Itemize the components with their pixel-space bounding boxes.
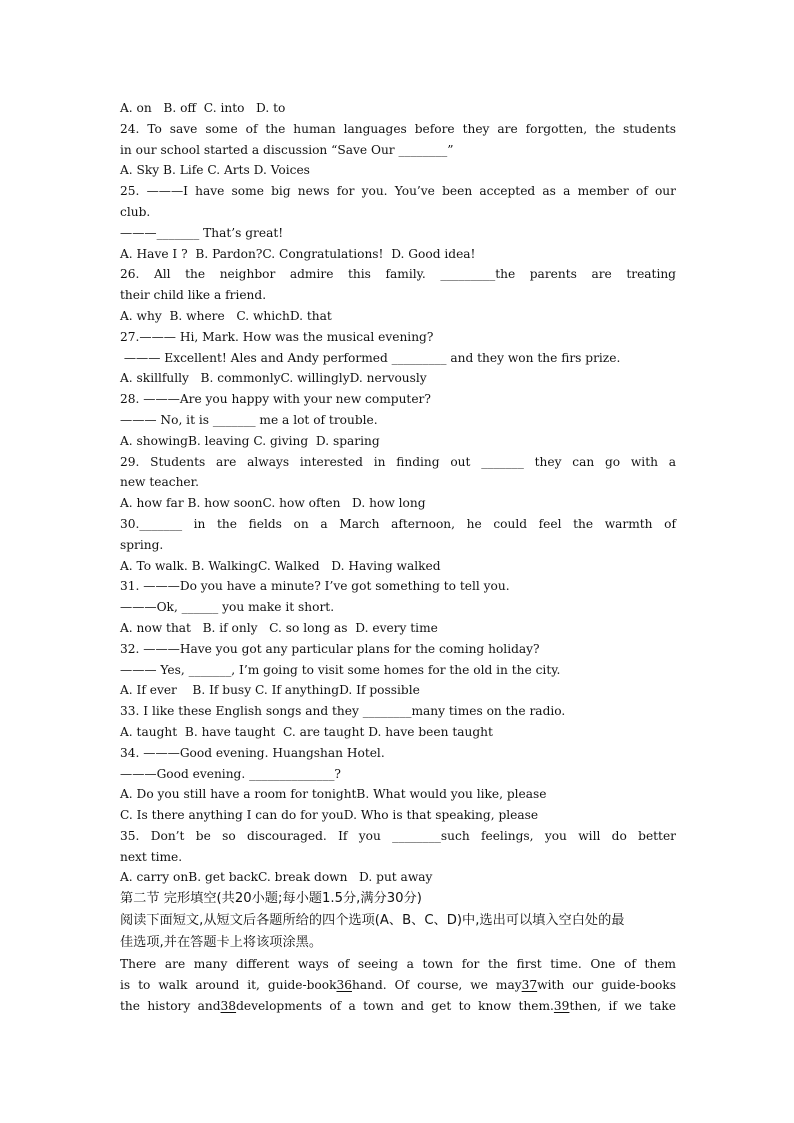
text-line: A. carry onB. get backC. break down D. put away	[120, 870, 433, 885]
text-line: next time.	[120, 849, 183, 864]
blank-number: 39	[553, 998, 570, 1013]
text-line: ——— Yes, _______, I’m going to visit some homes for the old in the city.	[120, 662, 561, 677]
text-segment: the history and	[120, 998, 221, 1013]
text-line: ——— No, it is _______ me a lot of trouble.	[120, 412, 378, 427]
text-line: 32. ———Have you got any particular plans for the coming holiday?	[120, 641, 540, 656]
text-line: 29. Students are always interested in finding out _______ they can go with a	[120, 454, 676, 469]
text-line: 25. ———I have some big news for you. You’ve been accepted as a member of our	[120, 184, 676, 199]
text-line: 30._______ in the fields on a March afternoon, he could feel the warmth of	[120, 516, 676, 531]
text-line: 35. Don’t be so discouraged. If you ________such feelings, you will do better	[120, 828, 676, 843]
text-line: A. To walk. B. WalkingC. Walked D. Having walked	[120, 558, 441, 573]
text-line: their child like a friend.	[120, 288, 267, 303]
text-line: A. Sky B. Life C. Arts D. Voices	[120, 163, 310, 178]
text-line: A. why B. where C. whichD. that	[120, 308, 332, 323]
text-line: club.	[120, 204, 151, 219]
text-line: C. Is there anything I can do for youD. Who is that speaking, please	[120, 808, 539, 823]
exam-text	[120, 98, 676, 1017]
text-line: ———Good evening. ______________?	[120, 766, 341, 781]
text-line: 27.——— Hi, Mark. How was the musical evening?	[120, 329, 434, 344]
text-line: There are many different ways of seeing a town for the first time. One of them	[120, 957, 676, 972]
blank-number: 37	[521, 978, 538, 993]
text-line: A. showingB. leaving C. giving D. sparing	[120, 433, 380, 448]
text-line: A. now that B. if only C. so long as D. every time	[120, 620, 438, 635]
text-line: A. Do you still have a room for tonightB. What would you like, please	[120, 787, 547, 802]
text-line: 31. ———Do you have a minute? I’ve got something to tell you.	[120, 579, 510, 594]
text-line: A. If ever B. If busy C. If anythingD. If possible	[120, 683, 420, 698]
text-line: ———Ok, ______ you make it short.	[120, 600, 335, 615]
text-line: 28. ———Are you happy with your new computer?	[120, 392, 431, 407]
text-line: A. Have I ? B. Pardon?C. Congratulations! D. Good idea!	[120, 246, 476, 261]
text-line: ——— Excellent! Ales and Andy performed _________ and they won the firs prize.	[120, 350, 621, 365]
text-segment: then, if we take	[569, 998, 676, 1013]
text-line: 33. I like these English songs and they ________many times on the radio.	[120, 704, 566, 719]
text-line: A. how far B. how soonC. how often D. how long	[120, 496, 426, 511]
blank-number: 36	[336, 978, 352, 993]
text-line: in our school started a discussion “Save Our ________”	[120, 142, 454, 157]
text-line: new teacher.	[120, 475, 199, 490]
text-segment: developments of a town and get to know them.	[236, 998, 554, 1013]
text-line: A. skillfully B. commonlyC. willinglyD. nervously	[120, 371, 427, 386]
text-line: 佳选项,并在答题卡上将该项涂黑。	[120, 935, 323, 951]
text-segment: hand. Of course, we may	[351, 978, 522, 993]
text-segment: with our guide-books	[537, 978, 677, 993]
blank-number: 38	[220, 998, 237, 1013]
text-line	[120, 996, 676, 1017]
text-line: 阅读下面短文,从短文后各题所给的四个选项(A、B、C、D)中,选出可以填入空白处的最	[120, 913, 625, 929]
text-line: 26. All the neighbor admire this family. _________the parents are treating	[120, 267, 676, 282]
text-line: 34. ———Good evening. Huangshan Hotel.	[120, 745, 385, 760]
text-line: A. taught B. have taught C. are taught D. have been taught	[120, 724, 493, 739]
text-line: spring.	[120, 537, 164, 552]
text-line	[120, 975, 676, 996]
text-segment: is to walk around it, guide-book	[120, 978, 337, 993]
text-line: 第二节 完形填空(共20小题;每小题1.5分,满分30分)	[120, 891, 422, 907]
text-line: A. on B. off C. into D. to	[120, 101, 286, 115]
text-line: 24. To save some of the human languages before they are forgotten, the students	[120, 121, 676, 136]
text-line: ———_______ That’s great!	[120, 225, 284, 240]
